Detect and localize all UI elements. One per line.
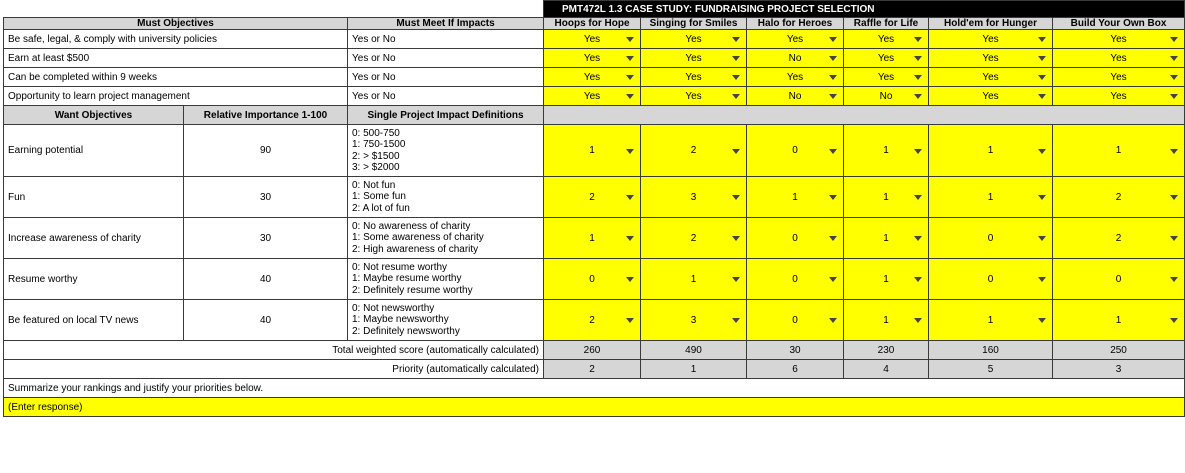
must-impact-label: Yes or No — [348, 68, 544, 87]
dropdown-arrow-icon[interactable] — [914, 56, 922, 61]
dropdown-arrow-icon[interactable] — [829, 318, 837, 323]
definition-line: 0: Not resume worthy — [352, 262, 448, 274]
score-select-singing-for-smiles[interactable] — [641, 259, 747, 300]
dropdown-value: 2 — [690, 232, 697, 244]
total-score-halo-for-heroes: 30 — [747, 341, 844, 360]
dropdown-value: 1 — [1115, 145, 1122, 156]
dropdown-value: 3 — [690, 191, 697, 203]
must-row — [4, 68, 1185, 87]
dropdown-arrow-icon[interactable] — [829, 75, 837, 80]
dropdown-arrow-icon[interactable] — [732, 75, 740, 80]
importance-value: 90 — [184, 125, 348, 177]
score-select-hoops-for-hope[interactable] — [544, 300, 641, 341]
total-score-build-your-own-box: 250 — [1053, 341, 1185, 360]
priority-row — [4, 360, 1185, 379]
dropdown-arrow-icon[interactable] — [1170, 56, 1178, 61]
score-select-hold-em-for-hunger[interactable] — [929, 218, 1053, 259]
impact-definitions — [348, 259, 544, 300]
impact-definitions — [348, 300, 544, 341]
definition-line: 1: 750-1500 — [352, 139, 406, 151]
must-select-singing-for-smiles[interactable] — [641, 68, 747, 87]
dropdown-arrow-icon[interactable] — [1038, 56, 1046, 61]
dropdown-value: Yes — [583, 33, 601, 45]
dropdown-value: Yes — [786, 71, 804, 83]
header-must-meet: Must Meet If Impacts — [348, 18, 544, 30]
dropdown-value: 1 — [883, 145, 889, 156]
want-row — [4, 218, 1185, 259]
score-select-build-your-own-box[interactable] — [1053, 177, 1185, 218]
dropdown-value: Yes — [583, 52, 601, 64]
dropdown-value: Yes — [685, 71, 702, 83]
dropdown-value: Yes — [982, 52, 999, 64]
must-select-raffle-for-life[interactable] — [844, 68, 929, 87]
score-select-singing-for-smiles[interactable] — [641, 125, 747, 177]
dropdown-arrow-icon[interactable] — [914, 236, 922, 241]
want-objective-label: Increase awareness of charity — [4, 218, 184, 259]
priority-label: Priority (automatically calculated) — [4, 360, 544, 379]
want-header-row — [4, 106, 1185, 125]
must-row — [4, 87, 1185, 106]
dropdown-value: 0 — [987, 273, 994, 285]
must-select-hold-em-for-hunger[interactable] — [929, 49, 1053, 68]
definition-line: 2: > $1500 — [352, 150, 400, 162]
project-header-hoops-for-hope: Hoops for Hope — [544, 18, 641, 30]
dropdown-value: 1 — [1115, 314, 1122, 326]
dropdown-value: 2 — [589, 191, 595, 203]
dropdown-arrow-icon[interactable] — [914, 277, 922, 282]
total-score-singing-for-smiles: 490 — [641, 341, 747, 360]
score-select-singing-for-smiles[interactable] — [641, 218, 747, 259]
must-select-raffle-for-life[interactable] — [844, 30, 929, 49]
dropdown-arrow-icon[interactable] — [1170, 37, 1178, 42]
dropdown-arrow-icon[interactable] — [829, 149, 837, 154]
dropdown-value: Yes — [685, 52, 702, 64]
dropdown-value: No — [788, 52, 802, 64]
dropdown-arrow-icon[interactable] — [914, 37, 922, 42]
dropdown-arrow-icon[interactable] — [1170, 75, 1178, 80]
score-select-hoops-for-hope[interactable] — [544, 218, 641, 259]
dropdown-arrow-icon[interactable] — [1038, 149, 1046, 154]
score-select-singing-for-smiles[interactable] — [641, 177, 747, 218]
dropdown-value: 1 — [883, 191, 889, 203]
dropdown-arrow-icon[interactable] — [829, 94, 837, 99]
score-select-build-your-own-box[interactable] — [1053, 259, 1185, 300]
score-select-halo-for-heroes[interactable] — [747, 300, 844, 341]
score-select-hold-em-for-hunger[interactable] — [929, 259, 1053, 300]
dropdown-arrow-icon[interactable] — [1038, 75, 1046, 80]
dropdown-arrow-icon[interactable] — [914, 318, 922, 323]
dropdown-value: No — [788, 90, 802, 102]
dropdown-arrow-icon[interactable] — [1170, 149, 1178, 154]
dropdown-value: Yes — [583, 71, 601, 83]
total-score-hoops-for-hope: 260 — [544, 341, 641, 360]
must-select-singing-for-smiles[interactable] — [641, 30, 747, 49]
score-select-build-your-own-box[interactable] — [1053, 125, 1185, 177]
header-impact-definitions: Single Project Impact Definitions — [348, 106, 544, 125]
priority-singing-for-smiles: 1 — [641, 360, 747, 379]
dropdown-value: 1 — [987, 314, 994, 326]
score-select-hold-em-for-hunger[interactable] — [929, 125, 1053, 177]
score-select-build-your-own-box[interactable] — [1053, 218, 1185, 259]
dropdown-arrow-icon[interactable] — [626, 94, 634, 99]
score-select-halo-for-heroes[interactable] — [747, 177, 844, 218]
dropdown-value: Yes — [982, 90, 999, 102]
score-select-hold-em-for-hunger[interactable] — [929, 177, 1053, 218]
dropdown-arrow-icon[interactable] — [732, 37, 740, 42]
importance-value: 40 — [184, 259, 348, 300]
must-objective-label: Be safe, legal, & comply with university policies — [4, 30, 348, 49]
summary-prompt: Summarize your rankings and justify your priorities below. — [4, 379, 1185, 398]
dropdown-value: 1 — [883, 314, 889, 326]
total-score-raffle-for-life: 230 — [844, 341, 929, 360]
dropdown-value: 0 — [792, 273, 798, 285]
score-select-hoops-for-hope[interactable] — [544, 259, 641, 300]
definition-line: 1: Maybe resume worthy — [352, 273, 462, 285]
score-select-halo-for-heroes[interactable] — [747, 125, 844, 177]
dropdown-arrow-icon[interactable] — [732, 277, 740, 282]
priority-halo-for-heroes: 6 — [747, 360, 844, 379]
score-select-raffle-for-life[interactable] — [844, 177, 929, 218]
must-select-hoops-for-hope[interactable] — [544, 68, 641, 87]
total-score-label: Total weighted score (automatically calculated) — [4, 341, 544, 360]
dropdown-arrow-icon[interactable] — [914, 75, 922, 80]
score-select-halo-for-heroes[interactable] — [747, 218, 844, 259]
sheet-title: PMT472L 1.3 CASE STUDY: FUNDRAISING PROJECT SELECTION — [544, 1, 1185, 18]
must-select-hoops-for-hope[interactable] — [544, 30, 641, 49]
dropdown-arrow-icon[interactable] — [1038, 195, 1046, 200]
dropdown-arrow-icon[interactable] — [1170, 236, 1178, 241]
score-select-build-your-own-box[interactable] — [1053, 300, 1185, 341]
want-row — [4, 300, 1185, 341]
must-impact-label: Yes or No — [348, 87, 544, 106]
priority-build-your-own-box: 3 — [1053, 360, 1185, 379]
score-select-hoops-for-hope[interactable] — [544, 177, 641, 218]
definition-line: 2: High awareness of charity — [352, 243, 479, 255]
score-select-raffle-for-life[interactable] — [844, 259, 929, 300]
want-row — [4, 259, 1185, 300]
must-select-build-your-own-box[interactable] — [1053, 49, 1185, 68]
dropdown-arrow-icon[interactable] — [829, 56, 837, 61]
impact-definitions — [348, 125, 544, 177]
definition-line: 2: Definitely resume worthy — [352, 284, 473, 296]
score-select-raffle-for-life[interactable] — [844, 125, 929, 177]
priority-hold-em-for-hunger: 5 — [929, 360, 1053, 379]
dropdown-value: Yes — [982, 33, 999, 45]
definition-line: 1: Maybe newsworthy — [352, 314, 449, 326]
total-score-hold-em-for-hunger: 160 — [929, 341, 1053, 360]
project-selection-sheet — [3, 0, 1185, 417]
dropdown-arrow-icon[interactable] — [1170, 94, 1178, 99]
definition-line: 0: Not newsworthy — [352, 303, 435, 315]
want-row — [4, 125, 1185, 177]
dropdown-arrow-icon[interactable] — [732, 149, 740, 154]
dropdown-value: 0 — [792, 314, 798, 326]
must-select-build-your-own-box[interactable] — [1053, 68, 1185, 87]
must-impact-label: Yes or No — [348, 49, 544, 68]
want-row — [4, 177, 1185, 218]
definition-line: 2: Definitely newsworthy — [352, 325, 460, 337]
dropdown-arrow-icon[interactable] — [626, 149, 634, 154]
dropdown-arrow-icon[interactable] — [626, 37, 634, 42]
score-select-hoops-for-hope[interactable] — [544, 125, 641, 177]
must-select-raffle-for-life[interactable] — [844, 49, 929, 68]
definition-line: 3: > $2000 — [352, 161, 400, 173]
dropdown-arrow-icon[interactable] — [829, 195, 837, 200]
must-select-raffle-for-life[interactable] — [844, 87, 929, 106]
dropdown-arrow-icon[interactable] — [1170, 277, 1178, 282]
want-objective-label: Be featured on local TV news — [4, 300, 184, 341]
dropdown-value: Yes — [583, 90, 601, 102]
dropdown-value: Yes — [877, 71, 895, 83]
must-select-halo-for-heroes[interactable] — [747, 68, 844, 87]
dropdown-arrow-icon[interactable] — [626, 195, 634, 200]
dropdown-value: No — [879, 90, 893, 102]
dropdown-arrow-icon[interactable] — [626, 236, 634, 241]
dropdown-arrow-icon[interactable] — [732, 94, 740, 99]
dropdown-value: 1 — [589, 232, 595, 244]
want-objective-label: Earning potential — [4, 125, 184, 177]
must-select-hoops-for-hope[interactable] — [544, 87, 641, 106]
must-impact-label: Yes or No — [348, 30, 544, 49]
dropdown-value: Yes — [1110, 52, 1127, 64]
dropdown-value: 0 — [792, 145, 798, 156]
must-select-halo-for-heroes[interactable] — [747, 30, 844, 49]
priority-raffle-for-life: 4 — [844, 360, 929, 379]
definition-line: 0: Not fun — [352, 180, 396, 192]
dropdown-arrow-icon[interactable] — [914, 94, 922, 99]
dropdown-arrow-icon[interactable] — [1038, 277, 1046, 282]
definition-line: 0: 500-750 — [352, 127, 400, 139]
dropdown-arrow-icon[interactable] — [914, 149, 922, 154]
dropdown-value: 1 — [792, 191, 798, 203]
definition-line: 2: A lot of fun — [352, 202, 410, 214]
dropdown-arrow-icon[interactable] — [914, 195, 922, 200]
must-select-hold-em-for-hunger[interactable] — [929, 30, 1053, 49]
project-header-raffle-for-life: Raffle for Life — [844, 18, 929, 30]
dropdown-arrow-icon[interactable] — [829, 236, 837, 241]
dropdown-arrow-icon[interactable] — [829, 277, 837, 282]
header-relative-importance: Relative Importance 1-100 — [184, 106, 348, 125]
total-score-row — [4, 341, 1185, 360]
definition-line: 0: No awareness of charity — [352, 221, 471, 233]
score-select-hold-em-for-hunger[interactable] — [929, 300, 1053, 341]
dropdown-value: 0 — [987, 232, 994, 244]
dropdown-value: 2 — [589, 314, 595, 326]
dropdown-arrow-icon[interactable] — [1038, 236, 1046, 241]
must-select-hold-em-for-hunger[interactable] — [929, 87, 1053, 106]
score-select-singing-for-smiles[interactable] — [641, 300, 747, 341]
header-blank — [544, 106, 1185, 125]
must-objective-label: Earn at least $500 — [4, 49, 348, 68]
want-objective-label: Resume worthy — [4, 259, 184, 300]
dropdown-value: 1 — [883, 273, 889, 285]
dropdown-value: Yes — [685, 33, 702, 45]
dropdown-value: Yes — [877, 52, 895, 64]
dropdown-value: 1 — [883, 232, 889, 244]
dropdown-value: Yes — [982, 71, 999, 83]
dropdown-arrow-icon[interactable] — [829, 37, 837, 42]
score-select-raffle-for-life[interactable] — [844, 218, 929, 259]
response-input[interactable]: (Enter response) — [4, 398, 1185, 417]
title-spacer — [4, 1, 544, 18]
dropdown-arrow-icon[interactable] — [626, 56, 634, 61]
score-select-raffle-for-life[interactable] — [844, 300, 929, 341]
dropdown-value: Yes — [877, 33, 895, 45]
dropdown-value: 0 — [589, 273, 595, 285]
dropdown-value: 2 — [690, 145, 697, 156]
definition-line: 1: Some awareness of charity — [352, 232, 484, 244]
dropdown-arrow-icon[interactable] — [732, 195, 740, 200]
must-select-halo-for-heroes[interactable] — [747, 87, 844, 106]
must-row — [4, 49, 1185, 68]
dropdown-value: 1 — [589, 145, 595, 156]
header-must-objectives: Must Objectives — [4, 18, 348, 30]
dropdown-value: 3 — [690, 314, 697, 326]
dropdown-arrow-icon[interactable] — [732, 56, 740, 61]
must-select-singing-for-smiles[interactable] — [641, 87, 747, 106]
importance-value: 30 — [184, 177, 348, 218]
project-header-halo-for-heroes: Halo for Heroes — [747, 18, 844, 30]
dropdown-arrow-icon[interactable] — [626, 318, 634, 323]
dropdown-arrow-icon[interactable] — [1170, 195, 1178, 200]
project-header-build-your-own-box: Build Your Own Box — [1053, 18, 1185, 30]
dropdown-value: Yes — [1110, 71, 1127, 83]
dropdown-value: 0 — [792, 232, 798, 244]
must-select-build-your-own-box[interactable] — [1053, 30, 1185, 49]
importance-value: 40 — [184, 300, 348, 341]
must-select-build-your-own-box[interactable] — [1053, 87, 1185, 106]
must-objective-label: Opportunity to learn project management — [4, 87, 348, 106]
dropdown-arrow-icon[interactable] — [732, 236, 740, 241]
definition-line: 1: Some fun — [352, 191, 406, 203]
summary-row — [4, 379, 1185, 398]
want-objective-label: Fun — [4, 177, 184, 218]
dropdown-arrow-icon[interactable] — [626, 277, 634, 282]
dropdown-value: Yes — [1110, 90, 1127, 102]
must-select-hold-em-for-hunger[interactable] — [929, 68, 1053, 87]
impact-definitions — [348, 218, 544, 259]
priority-hoops-for-hope: 2 — [544, 360, 641, 379]
must-select-halo-for-heroes[interactable] — [747, 49, 844, 68]
must-row — [4, 30, 1185, 49]
dropdown-value: Yes — [786, 33, 804, 45]
response-row — [4, 398, 1185, 417]
must-select-singing-for-smiles[interactable] — [641, 49, 747, 68]
dropdown-value: 1 — [690, 273, 697, 285]
dropdown-arrow-icon[interactable] — [1038, 318, 1046, 323]
importance-value: 30 — [184, 218, 348, 259]
dropdown-arrow-icon[interactable] — [1038, 37, 1046, 42]
project-header-singing-for-smiles: Singing for Smiles — [641, 18, 747, 30]
dropdown-value: Yes — [685, 90, 702, 102]
project-header-hold-em-for-hunger: Hold'em for Hunger — [929, 18, 1053, 30]
must-select-hoops-for-hope[interactable] — [544, 49, 641, 68]
dropdown-value: 0 — [1115, 273, 1122, 285]
dropdown-arrow-icon[interactable] — [1038, 94, 1046, 99]
impact-definitions — [348, 177, 544, 218]
dropdown-arrow-icon[interactable] — [1170, 318, 1178, 323]
dropdown-arrow-icon[interactable] — [732, 318, 740, 323]
dropdown-value: Yes — [1110, 33, 1127, 45]
dropdown-value: 1 — [987, 191, 994, 203]
header-want-objectives: Want Objectives — [4, 106, 184, 125]
score-select-halo-for-heroes[interactable] — [747, 259, 844, 300]
dropdown-value: 2 — [1115, 232, 1122, 244]
dropdown-arrow-icon[interactable] — [626, 75, 634, 80]
dropdown-value: 2 — [1115, 191, 1122, 203]
dropdown-value: 1 — [987, 145, 994, 156]
must-objective-label: Can be completed within 9 weeks — [4, 68, 348, 87]
